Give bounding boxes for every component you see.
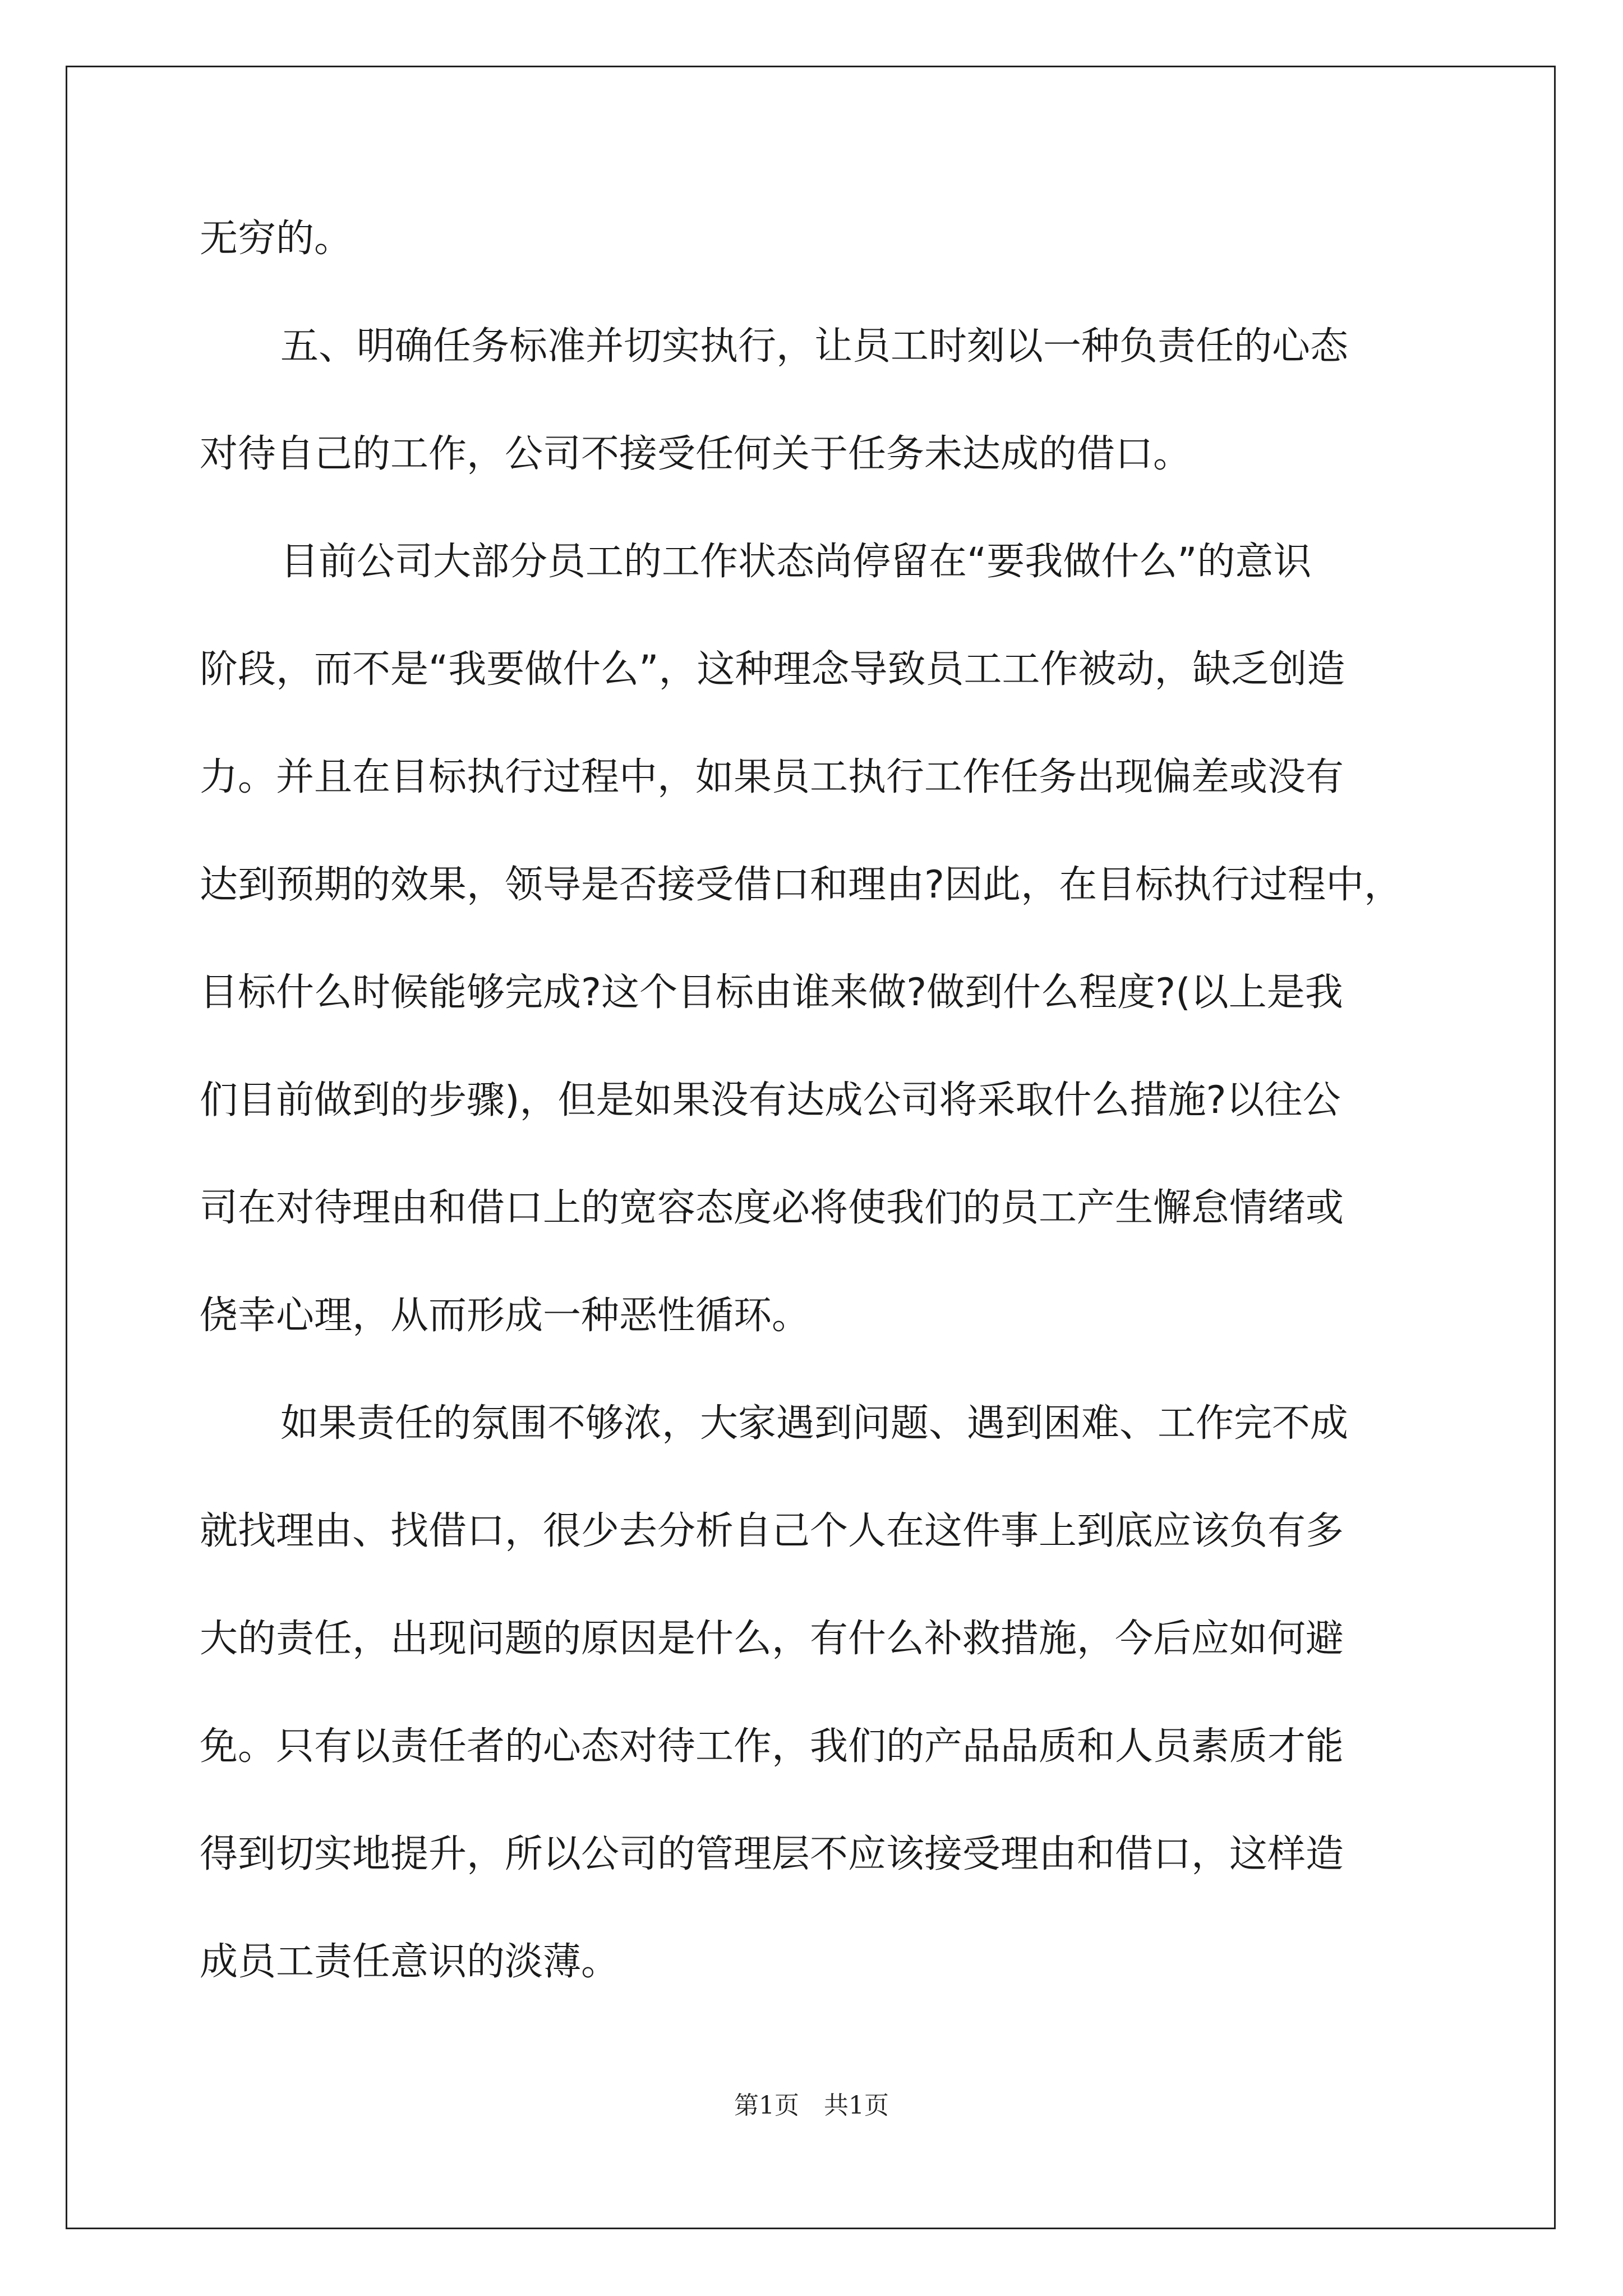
text-line: 司在对待理由和借口上的宽容态度必将使我们的员工产生懈怠情绪或: [200, 1186, 1344, 1230]
text-line: 得到切实地提升，所以公司的管理层不应该接受理由和借口，这样造: [200, 1832, 1344, 1876]
text-line: 目前公司大部分员工的工作状态尚停留在“要我做什么”的意识: [280, 540, 1312, 584]
text-line: 无穷的。: [200, 217, 353, 261]
text-line: 就找理由、找借口，很少去分析自己个人在这件事上到底应该负有多: [200, 1509, 1344, 1553]
text-line: 对待自己的工作，公司不接受任何关于任务未达成的借口。: [200, 432, 1192, 476]
text-line: 成员工责任意识的淡薄。: [200, 1940, 620, 1984]
page-number-footer: 第1页 共1页: [734, 2091, 889, 2120]
text-line: 目标什么时候能够完成?这个目标由谁来做?做到什么程度?(以上是我: [200, 970, 1343, 1015]
text-line: 阶段，而不是“我要做什么”，这种理念导致员工工作被动，缺乏创造: [200, 647, 1345, 692]
text-line: 力。并且在目标执行过程中，如果员工执行工作任务出现偏差或没有: [200, 755, 1344, 799]
text-line: 达到预期的效果，领导是否接受借口和理由?因此，在目标执行过程中，: [200, 863, 1403, 907]
text-line: 们目前做到的步骤)，但是如果没有达成公司将采取什么措施?以往公: [200, 1078, 1341, 1122]
text-line: 大的责任，出现问题的原因是什么，有什么补救措施，今后应如何避: [200, 1617, 1344, 1661]
text-line: 免。只有以责任者的心态对待工作，我们的产品品质和人员素质才能: [200, 1724, 1344, 1769]
text-line: 如果责任的氛围不够浓，大家遇到问题、遇到困难、工作完不成: [280, 1401, 1349, 1446]
text-line: 五、明确任务标准并切实执行，让员工时刻以一种负责任的心态: [280, 324, 1349, 369]
page-border: [66, 66, 1556, 2229]
text-line: 侥幸心理，从而形成一种恶性循环。: [200, 1294, 810, 1338]
